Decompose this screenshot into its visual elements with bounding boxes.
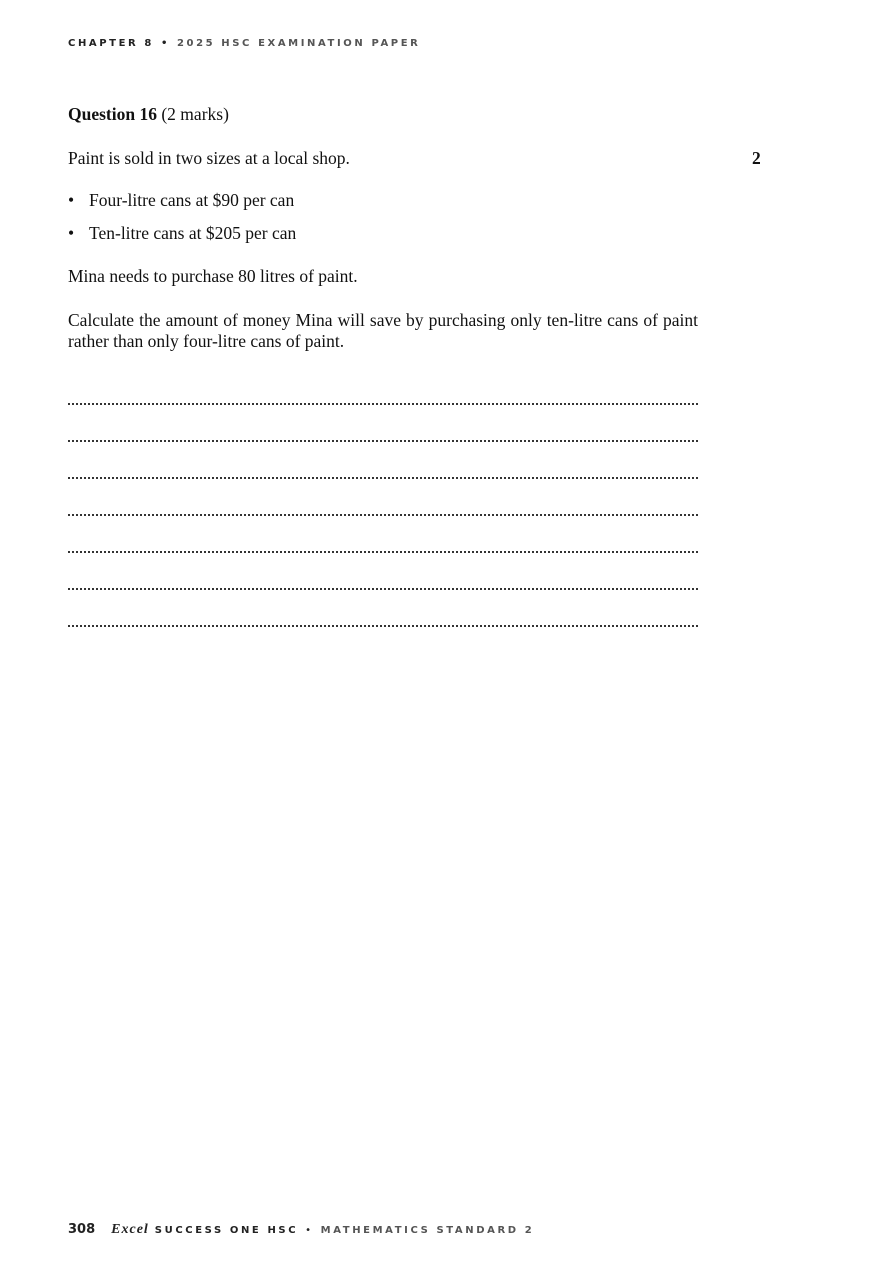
question-number: Question 16 [68,104,157,124]
answer-line[interactable] [68,442,698,479]
subject-name: MATHEMATICS STANDARD 2 [320,1225,535,1236]
page-number: 308 [68,1222,96,1237]
question-intro: Paint is sold in two sizes at a local shop. [68,148,350,168]
task-text: Calculate the amount of money Mina will save by purchasing only ten-litre cans of paint rather than only four-litre cans of paint. [68,310,698,351]
answer-line[interactable] [68,368,698,405]
bullet-icon: • [68,223,75,243]
option-text: Ten-litre cans at $205 per can [89,223,297,243]
footer-separator: • [305,1225,314,1236]
header-separator: • [160,38,170,49]
running-header [68,38,420,49]
list-item [68,190,296,223]
requirement-text: Mina needs to purchase 80 litres of paint. [68,266,358,286]
answer-line[interactable] [68,479,698,516]
answer-line[interactable] [68,516,698,553]
page-footer [68,1222,534,1238]
option-text: Four-litre cans at $90 per can [89,190,295,210]
answer-area[interactable] [68,368,698,627]
answer-line[interactable] [68,553,698,590]
bullet-icon: • [68,190,75,210]
question-marks-note: (2 marks) [161,104,229,124]
question-heading [68,104,229,125]
answer-line[interactable] [68,405,698,442]
series-name: SUCCESS ONE HSC [154,1225,299,1236]
list-item [68,223,296,256]
paper-label: 2025 HSC EXAMINATION PAPER [176,38,421,49]
chapter-label: CHAPTER 8 [68,38,154,49]
brand-name: Excel [111,1222,149,1237]
option-list [68,190,296,256]
answer-line[interactable] [68,590,698,627]
marks-margin: 2 [752,148,761,168]
